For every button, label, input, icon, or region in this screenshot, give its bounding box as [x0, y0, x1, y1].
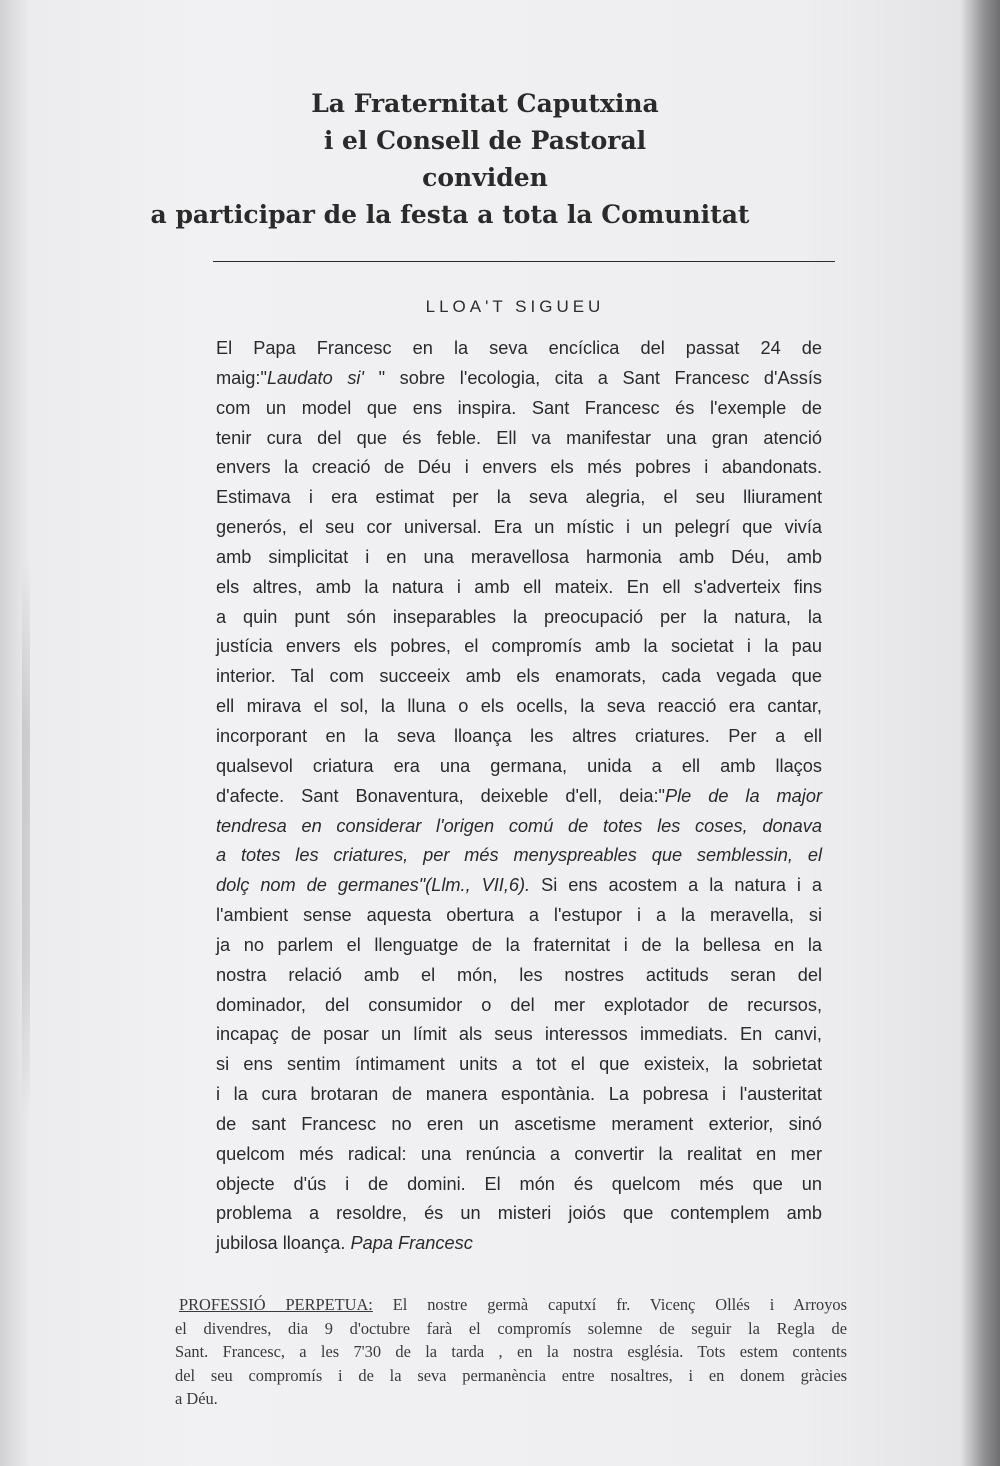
body-text: maig:": [216, 367, 267, 388]
body-line: [216, 692, 822, 722]
perpetual-profession-note: [175, 1293, 847, 1411]
note-line-5: a Déu.: [175, 1389, 218, 1408]
body-text: nostra relació amb el món, les nostres actituds seran del: [216, 964, 822, 985]
body-text: si ens sentim íntimament units a tot el que existeix, la sobrietat: [216, 1054, 822, 1075]
body-line: [216, 722, 822, 752]
body-text: qualsevol criatura era una germana, unida a ell amb llaços: [216, 755, 822, 776]
body-line: [216, 841, 822, 871]
body-line: [216, 991, 822, 1021]
section-heading: LLOA'T SIGUEU: [425, 297, 605, 316]
body-line: [216, 782, 822, 812]
italic-text: Laudato si': [266, 367, 379, 388]
body-line: [216, 1199, 822, 1229]
body-text: tenir cura del que és feble. Ell va manifestar una gran atenció: [216, 427, 822, 448]
body-line: [216, 1229, 822, 1259]
title-divider: [213, 261, 835, 262]
body-line: [216, 632, 822, 662]
body-text: generós, el seu cor universal. Era un místic i un pelegrí que vivía: [216, 517, 822, 538]
body-text: els altres, amb la natura i amb ell mateix. En ell s'adverteix fins: [216, 576, 822, 597]
body-text: Estimava i era estimat per la seva alegria, el seu lliurament: [216, 487, 822, 508]
body-line: [216, 1110, 822, 1140]
body-line: [216, 871, 822, 901]
body-line: [216, 901, 822, 931]
body-text: jubilosa lloança.: [216, 1233, 351, 1254]
body-line: [216, 961, 822, 991]
invitation-title: [150, 85, 760, 233]
body-text: dominador, del consumidor o del mer explotador de recursos,: [216, 994, 822, 1015]
body-text: l'ambient sense aquesta obertura a l'estupor i a la meravella, si: [216, 905, 822, 926]
note-line-1-text: El nostre germà caputxí fr. Vicenç Ollés i Arroyos: [372, 1295, 847, 1314]
body-text: envers la creació de Déu i envers els més pobres i abandonats.: [216, 457, 822, 478]
title-line-1: La Fraternitat Caputxina: [311, 89, 659, 118]
body-text: El Papa Francesc en la seva encíclica del passat 24 de: [216, 338, 822, 358]
body-text: amb simplicitat i en una meravellosa harmonia amb Déu, amb: [216, 546, 822, 567]
body-text: incapaç de posar un límit als seus interessos immediats. En canvi,: [216, 1024, 822, 1045]
body-line: [216, 931, 822, 961]
body-text: interior. Tal com succeeix amb els enamorats, cada vegada que: [216, 666, 822, 687]
body-line: [216, 1050, 822, 1080]
body-text: incorporant en la seva lloança les altres criatures. Per a ell: [216, 725, 822, 746]
note-line-3: Sant. Francesc, a les 7'30 de la tarda , en la nostra església. Tots estem contents: [175, 1342, 847, 1361]
title-line-2: i el Consell de Pastoral: [323, 126, 647, 155]
body-text: ja no parlem el llenguatge de la fraternitat i de la bellesa en la: [216, 934, 822, 955]
body-line: [216, 1080, 822, 1110]
title-line-4: a participar de la festa a tota la Comunitat: [150, 200, 750, 229]
italic-text: Papa Francesc: [350, 1233, 473, 1254]
italic-text: Ple de la major: [665, 785, 823, 806]
body-line: [216, 424, 822, 454]
body-text: problema a resoldre, és un misteri joiós que contemplem amb: [216, 1203, 822, 1224]
body-text: justícia envers els pobres, el compromís amb la societat i la pau: [216, 636, 822, 657]
title-line-3: conviden: [422, 163, 548, 192]
body-line: [216, 453, 822, 483]
note-line-2: el divendres, dia 9 d'octubre farà el compromís solemne de seguir la Regla de: [175, 1318, 847, 1338]
encyclical-quote-body: [216, 334, 822, 1259]
body-line: [216, 334, 822, 364]
body-text: objecte d'ús i de domini. El món és quelcom més que un: [216, 1173, 822, 1194]
body-line: [216, 662, 822, 692]
body-line: [216, 1140, 822, 1170]
note-line-4: del seu compromís i de la seva permanència entre nosaltres, i en donem gràcies: [175, 1365, 847, 1385]
scan-margin-shadow: [22, 560, 30, 1120]
italic-text: tendresa en considerar l'origen comú de totes les coses, donava: [216, 815, 822, 836]
italic-text: dolç nom de germanes"(Llm., VII,6).: [216, 875, 531, 896]
body-line: [216, 543, 822, 573]
body-line: [216, 1020, 822, 1050]
body-line: [216, 394, 822, 424]
note-line-1: [175, 1293, 847, 1317]
body-text: i la cura brotaran de manera espontània. La pobresa i l'austeritat: [216, 1084, 822, 1105]
body-line: [216, 1170, 822, 1200]
italic-text: a totes les criatures, per més menyspreables que semblessin, el: [216, 845, 822, 866]
body-text: de sant Francesc no eren un ascetisme merament exterior, sinó: [216, 1113, 822, 1134]
body-text: d'afecte. Sant Bonaventura, deixeble d'ell, deia:": [216, 785, 666, 806]
body-text: Si ens acostem a la natura i a: [530, 875, 822, 896]
body-text: quelcom més radical: una renúncia a convertir la realitat en mer: [216, 1143, 822, 1164]
body-line: [216, 573, 822, 603]
body-line: [216, 483, 822, 513]
body-line: [216, 812, 822, 842]
body-line: [216, 513, 822, 543]
body-line: [216, 364, 822, 394]
body-line: [216, 603, 822, 633]
note-label: PROFESSIÓ PERPETUA:: [179, 1295, 373, 1314]
body-text: ell mirava el sol, la lluna o els ocells, la seva reacció era cantar,: [216, 696, 822, 717]
body-text: " sobre l'ecologia, cita a Sant Francesc d'Assís: [378, 367, 822, 388]
body-text: com un model que ens inspira. Sant Francesc és l'exemple de: [216, 397, 822, 418]
body-line: [216, 752, 822, 782]
body-text: a quin punt són inseparables la preocupació per la natura, la: [216, 606, 822, 627]
